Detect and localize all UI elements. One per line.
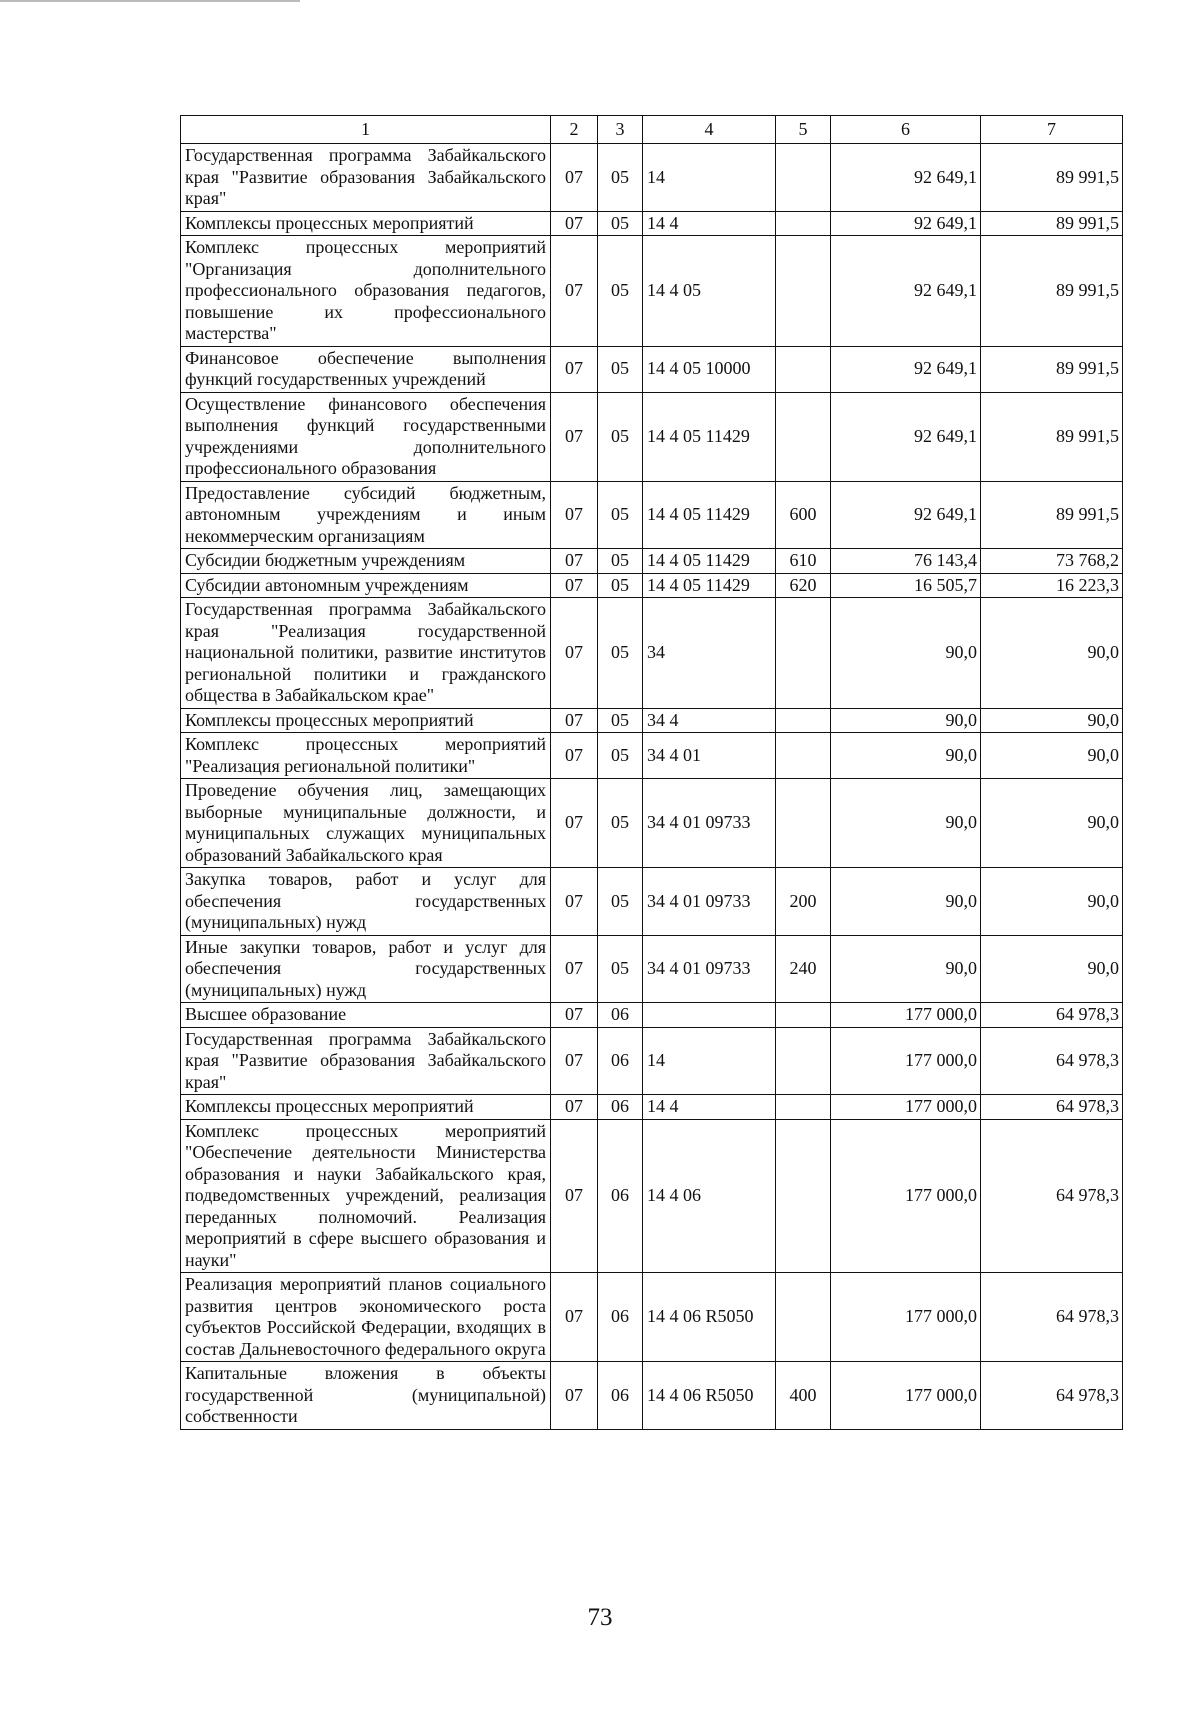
page-number: 73: [587, 1604, 613, 1631]
row-amount-col6: 177 000,0: [831, 1027, 981, 1095]
row-expense-type: [776, 1119, 831, 1273]
row-amount-col6: 177 000,0: [831, 1273, 981, 1362]
row-target-article: 14 4 05 11429: [643, 481, 776, 549]
row-amount-col7: 90,0: [981, 598, 1123, 709]
row-amount-col6: 177 000,0: [831, 1362, 981, 1430]
row-subsection: 06: [598, 1362, 643, 1430]
table-row: [181, 1003, 1123, 1028]
row-amount-col7: 89 991,5: [981, 211, 1123, 236]
row-subsection: 05: [598, 733, 643, 779]
row-amount-col6: 92 649,1: [831, 211, 981, 236]
row-amount-col7: 90,0: [981, 779, 1123, 868]
row-section: 07: [551, 392, 598, 481]
row-name: Капитальные вложения в объекты государственной (муниципальной) собственности: [181, 1362, 551, 1430]
row-target-article: 14 4: [643, 1095, 776, 1120]
row-name: Реализация мероприятий планов социального развития центров экономического роста субъектов Российской Федерации, входящих в состав Дальневосточного федерального округа: [181, 1273, 551, 1362]
header-col-7: 7: [981, 116, 1123, 144]
table-row: [181, 1362, 1123, 1430]
row-section: 07: [551, 868, 598, 936]
row-expense-type: 620: [776, 573, 831, 598]
table-row: [181, 144, 1123, 212]
row-target-article: 34: [643, 598, 776, 709]
budget-table: [180, 115, 1123, 1430]
row-name: Субсидии автономным учреждениям: [181, 573, 551, 598]
row-expense-type: [776, 211, 831, 236]
table-row: [181, 1027, 1123, 1095]
row-expense-type: [776, 346, 831, 392]
row-target-article: 14: [643, 1027, 776, 1095]
row-subsection: 06: [598, 1119, 643, 1273]
row-subsection: 05: [598, 573, 643, 598]
row-subsection: 05: [598, 598, 643, 709]
row-name: Закупка товаров, работ и услуг для обеспечения государственных (муниципальных) нужд: [181, 868, 551, 936]
table-row: [181, 236, 1123, 347]
row-target-article: 14 4 05 11429: [643, 549, 776, 574]
row-amount-col6: 90,0: [831, 733, 981, 779]
row-amount-col7: 89 991,5: [981, 481, 1123, 549]
row-amount-col7: 89 991,5: [981, 346, 1123, 392]
row-section: 07: [551, 1027, 598, 1095]
row-section: 07: [551, 481, 598, 549]
row-amount-col7: 64 978,3: [981, 1003, 1123, 1028]
row-subsection: 05: [598, 236, 643, 347]
row-amount-col6: 177 000,0: [831, 1095, 981, 1120]
row-target-article: 14 4 05: [643, 236, 776, 347]
row-subsection: 05: [598, 779, 643, 868]
row-expense-type: [776, 708, 831, 733]
row-expense-type: [776, 1003, 831, 1028]
row-expense-type: [776, 733, 831, 779]
row-subsection: 06: [598, 1273, 643, 1362]
row-name: Комплекс процессных мероприятий "Обеспечение деятельности Министерства образования и науки Забайкальского края, подведомственных учреждений, реализация переданных полномочий. Реализация мероприятий в сфере высшего образования и науки": [181, 1119, 551, 1273]
header-col-6: 6: [831, 116, 981, 144]
row-section: 07: [551, 779, 598, 868]
row-amount-col6: 92 649,1: [831, 346, 981, 392]
row-subsection: 06: [598, 1027, 643, 1095]
row-amount-col6: 90,0: [831, 935, 981, 1003]
row-amount-col6: 177 000,0: [831, 1003, 981, 1028]
row-amount-col7: 73 768,2: [981, 549, 1123, 574]
row-name: Субсидии бюджетным учреждениям: [181, 549, 551, 574]
row-target-article: 34 4 01 09733: [643, 935, 776, 1003]
row-name: Финансовое обеспечение выполнения функций государственных учреждений: [181, 346, 551, 392]
row-section: 07: [551, 1362, 598, 1430]
row-expense-type: [776, 236, 831, 347]
header-col-2: 2: [551, 116, 598, 144]
row-name: Комплексы процессных мероприятий: [181, 211, 551, 236]
row-name: Комплекс процессных мероприятий "Реализация региональной политики": [181, 733, 551, 779]
row-amount-col7: 90,0: [981, 708, 1123, 733]
row-amount-col6: 92 649,1: [831, 236, 981, 347]
row-amount-col7: 89 991,5: [981, 392, 1123, 481]
table-row: [181, 392, 1123, 481]
row-amount-col6: 177 000,0: [831, 1119, 981, 1273]
row-target-article: 34 4 01: [643, 733, 776, 779]
table-row: [181, 549, 1123, 574]
header-col-3: 3: [598, 116, 643, 144]
header-col-5: 5: [776, 116, 831, 144]
row-name: Государственная программа Забайкальского края "Развитие образования Забайкальского края": [181, 1027, 551, 1095]
row-name: Осуществление финансового обеспечения выполнения функций государственными учреждениями дополнительного профессионального образования: [181, 392, 551, 481]
row-subsection: 05: [598, 549, 643, 574]
table-row: [181, 733, 1123, 779]
row-amount-col7: 90,0: [981, 935, 1123, 1003]
row-amount-col7: 64 978,3: [981, 1095, 1123, 1120]
table-row: [181, 1273, 1123, 1362]
row-name: Высшее образование: [181, 1003, 551, 1028]
row-section: 07: [551, 733, 598, 779]
row-expense-type: 610: [776, 549, 831, 574]
row-amount-col7: 64 978,3: [981, 1027, 1123, 1095]
row-expense-type: [776, 144, 831, 212]
row-section: 07: [551, 708, 598, 733]
row-section: 07: [551, 935, 598, 1003]
row-amount-col6: 90,0: [831, 598, 981, 709]
table-row: [181, 573, 1123, 598]
row-subsection: 06: [598, 1095, 643, 1120]
row-name: Комплексы процессных мероприятий: [181, 1095, 551, 1120]
row-target-article: 14 4: [643, 211, 776, 236]
table-row: [181, 1119, 1123, 1273]
table-row: [181, 868, 1123, 936]
row-subsection: 05: [598, 708, 643, 733]
row-name: Государственная программа Забайкальского края "Развитие образования Забайкальского края": [181, 144, 551, 212]
row-amount-col7: 90,0: [981, 868, 1123, 936]
row-amount-col6: 92 649,1: [831, 392, 981, 481]
row-expense-type: 600: [776, 481, 831, 549]
row-amount-col7: 64 978,3: [981, 1119, 1123, 1273]
row-subsection: 06: [598, 1003, 643, 1028]
row-section: 07: [551, 1273, 598, 1362]
row-expense-type: [776, 1027, 831, 1095]
row-name: Комплекс процессных мероприятий "Организация дополнительного профессионального образования педагогов, повышение их профессионального мастерства": [181, 236, 551, 347]
row-name: Проведение обучения лиц, замещающих выборные муниципальные должности, и муниципальных служащих муниципальных образований Забайкальского края: [181, 779, 551, 868]
row-target-article: 14 4 06 R5050: [643, 1362, 776, 1430]
row-target-article: 14: [643, 144, 776, 212]
row-amount-col7: 16 223,3: [981, 573, 1123, 598]
row-target-article: [643, 1003, 776, 1028]
row-expense-type: [776, 392, 831, 481]
row-name: Предоставление субсидий бюджетным, автономным учреждениям и иным некоммерческим организациям: [181, 481, 551, 549]
row-section: 07: [551, 346, 598, 392]
row-section: 07: [551, 144, 598, 212]
header-col-4: 4: [643, 116, 776, 144]
row-amount-col6: 90,0: [831, 779, 981, 868]
scan-edge-line: [0, 0, 300, 2]
row-expense-type: 400: [776, 1362, 831, 1430]
row-section: 07: [551, 236, 598, 347]
row-section: 07: [551, 573, 598, 598]
row-target-article: 14 4 06 R5050: [643, 1273, 776, 1362]
row-expense-type: [776, 1273, 831, 1362]
row-subsection: 05: [598, 144, 643, 212]
row-amount-col6: 90,0: [831, 868, 981, 936]
row-section: 07: [551, 1095, 598, 1120]
table-row: [181, 481, 1123, 549]
row-section: 07: [551, 211, 598, 236]
row-amount-col7: 89 991,5: [981, 144, 1123, 212]
row-expense-type: [776, 598, 831, 709]
header-col-1: 1: [181, 116, 551, 144]
row-section: 07: [551, 549, 598, 574]
row-amount-col7: 64 978,3: [981, 1362, 1123, 1430]
row-amount-col7: 89 991,5: [981, 236, 1123, 347]
table-row: [181, 1095, 1123, 1120]
row-name: Государственная программа Забайкальского края "Реализация государственной национальной политики, развитие институтов региональной политики и гражданского общества в Забайкальском крае": [181, 598, 551, 709]
table-row: [181, 346, 1123, 392]
row-target-article: 34 4: [643, 708, 776, 733]
table-row: [181, 935, 1123, 1003]
row-target-article: 14 4 06: [643, 1119, 776, 1273]
table-header-row: [181, 116, 1123, 144]
row-target-article: 14 4 05 10000: [643, 346, 776, 392]
row-amount-col7: 90,0: [981, 733, 1123, 779]
row-expense-type: [776, 779, 831, 868]
row-subsection: 05: [598, 481, 643, 549]
row-target-article: 14 4 05 11429: [643, 392, 776, 481]
row-target-article: 14 4 05 11429: [643, 573, 776, 598]
row-expense-type: [776, 1095, 831, 1120]
row-section: 07: [551, 1003, 598, 1028]
row-amount-col6: 92 649,1: [831, 481, 981, 549]
row-amount-col6: 76 143,4: [831, 549, 981, 574]
row-name: Комплексы процессных мероприятий: [181, 708, 551, 733]
row-subsection: 05: [598, 346, 643, 392]
row-section: 07: [551, 598, 598, 709]
row-subsection: 05: [598, 868, 643, 936]
row-amount-col6: 92 649,1: [831, 144, 981, 212]
row-amount-col7: 64 978,3: [981, 1273, 1123, 1362]
table-row: [181, 708, 1123, 733]
table-body: [181, 116, 1123, 1430]
table-row: [181, 598, 1123, 709]
row-name: Иные закупки товаров, работ и услуг для обеспечения государственных (муниципальных) нужд: [181, 935, 551, 1003]
row-target-article: 34 4 01 09733: [643, 779, 776, 868]
row-amount-col6: 16 505,7: [831, 573, 981, 598]
row-amount-col6: 90,0: [831, 708, 981, 733]
row-subsection: 05: [598, 211, 643, 236]
row-expense-type: 240: [776, 935, 831, 1003]
row-subsection: 05: [598, 392, 643, 481]
row-expense-type: 200: [776, 868, 831, 936]
row-section: 07: [551, 1119, 598, 1273]
table-row: [181, 211, 1123, 236]
row-target-article: 34 4 01 09733: [643, 868, 776, 936]
table-row: [181, 779, 1123, 868]
row-subsection: 05: [598, 935, 643, 1003]
